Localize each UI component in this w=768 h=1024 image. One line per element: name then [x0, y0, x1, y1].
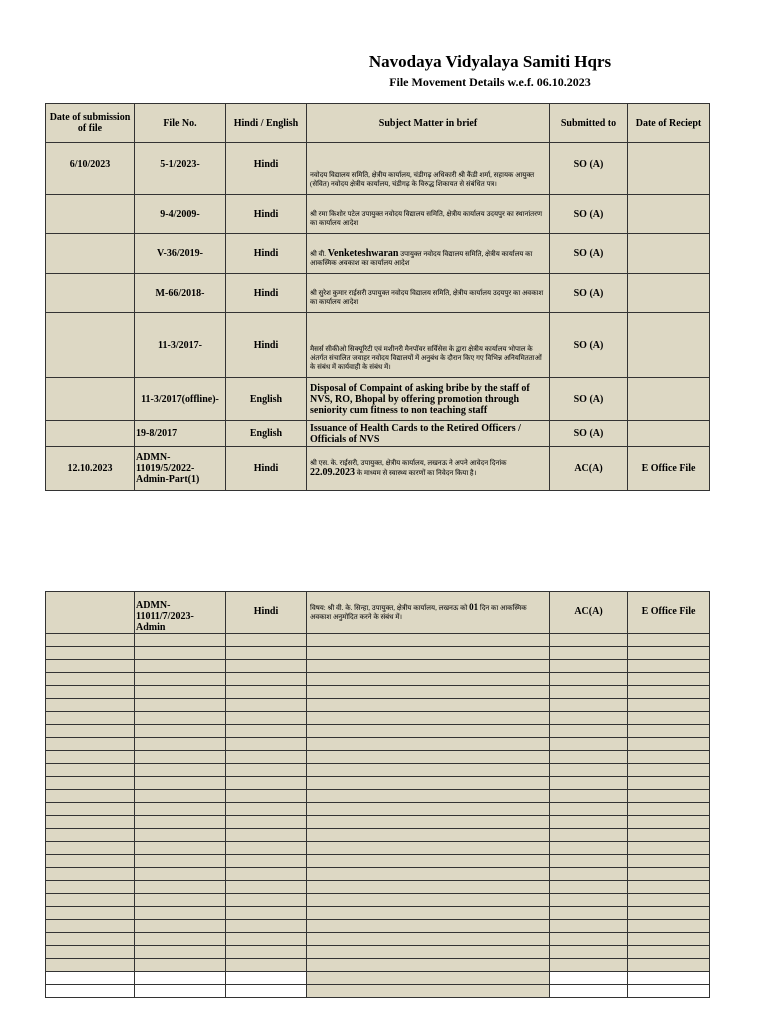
subject-cell: श्री सुरेश कुमार राईसरी उपायुक्त नवोदय विद्यालय समिति, क्षेत्रीय कार्यालय उदयपुर का अवकाश का कार्यालय आदेश [307, 274, 550, 313]
header-submitted-to: Submitted to [550, 104, 628, 143]
table-header-row [46, 104, 710, 143]
file-no-cell: ADMN-11011/7/2023-Admin [135, 592, 226, 634]
table-cell [46, 920, 135, 933]
table-cell [628, 660, 710, 673]
table-row [46, 829, 710, 842]
subject-cell: नवोदय विद्यालय समिति, क्षेत्रीय कार्यालय, चंडीगढ़ अधिकारी श्री कैंडी शर्मा, सहायक आयुक्त (सेवित) नवोदय क्षेत्रीय कार्यालय, चंडीगढ़ के विरुद्ध शिकायत से संबंधित पत्र। [307, 143, 550, 195]
table-cell [628, 803, 710, 816]
table-cell [550, 894, 628, 907]
table-cell [46, 660, 135, 673]
table-cell [226, 959, 307, 972]
language-cell: Hindi [226, 274, 307, 313]
table-cell [135, 634, 226, 647]
table-cell [135, 829, 226, 842]
table-cell [135, 725, 226, 738]
file-movement-table-2 [45, 591, 710, 998]
table-row [46, 842, 710, 855]
table-cell [46, 907, 135, 920]
table-cell [46, 777, 135, 790]
table-cell [46, 855, 135, 868]
table-cell [628, 946, 710, 959]
language-cell: Hindi [226, 143, 307, 195]
table-cell [550, 816, 628, 829]
date-cell [46, 274, 135, 313]
file-no-cell: 11-3/2017- [135, 313, 226, 378]
header-subject: Subject Matter in brief [307, 104, 550, 143]
table-cell [46, 933, 135, 946]
table-cell [628, 829, 710, 842]
table-row [46, 894, 710, 907]
table-cell [307, 842, 550, 855]
table-cell [226, 803, 307, 816]
submitted-to-cell: SO (A) [550, 234, 628, 274]
table-cell [135, 751, 226, 764]
table-row [46, 313, 710, 378]
table-cell [135, 660, 226, 673]
table-cell [307, 959, 550, 972]
table-row [46, 712, 710, 725]
subject-cell: मैसर्स सीकीओ सिक्यूरिटी एवं मशीनरी मैनपॉवर सर्विसेस के द्वारा क्षेत्रीय कार्यालय भोपाल के अंतर्गत संचालित जवाहर नवोदय विद्यालयों में अनुबंध के दौरान किए गए विभिन्न अनियमितताओं के संबंध में कार्यवाही के संबंध में। [307, 313, 550, 378]
submitted-to-cell: AC(A) [550, 447, 628, 491]
table-cell [307, 738, 550, 751]
table-row [46, 195, 710, 234]
receipt-cell: E Office File [628, 447, 710, 491]
language-cell: Hindi [226, 447, 307, 491]
table-row [46, 686, 710, 699]
table-row [46, 816, 710, 829]
subject-text: श्री एस. के. राईसरी, उपायुक्त, क्षेत्रीय कार्यालय, लखनऊ ने अपने आवेदन दिनांक [310, 459, 507, 467]
table-cell [550, 933, 628, 946]
table-cell [550, 764, 628, 777]
table-row [46, 790, 710, 803]
table-cell [135, 881, 226, 894]
file-no-cell: 19-8/2017 [135, 421, 226, 447]
table-cell [628, 712, 710, 725]
page-subtitle: File Movement Details w.e.f. 06.10.2023 [389, 75, 591, 89]
table-cell [135, 959, 226, 972]
subject-cell [307, 447, 550, 491]
table-cell [46, 790, 135, 803]
table-cell [550, 972, 628, 985]
table-cell [226, 751, 307, 764]
file-no-cell: 5-1/2023- [135, 143, 226, 195]
subject-prefix: विषय: श्री वी. के. सिन्हा, उपायुक्त, क्षेत्रीय कार्यालय, लखनऊ को [310, 604, 468, 612]
table-row [46, 751, 710, 764]
table-cell [628, 790, 710, 803]
table-cell [628, 699, 710, 712]
table-cell [226, 699, 307, 712]
language-cell: Hindi [226, 313, 307, 378]
header-language: Hindi / English [226, 104, 307, 143]
table-cell [628, 686, 710, 699]
table-cell [307, 673, 550, 686]
table-cell [46, 738, 135, 751]
table-cell [226, 855, 307, 868]
table-cell [226, 816, 307, 829]
table-cell [307, 933, 550, 946]
table-row [46, 907, 710, 920]
submitted-to-cell: SO (A) [550, 313, 628, 378]
table-cell [135, 738, 226, 751]
submitted-to-cell: AC(A) [550, 592, 628, 634]
table-cell [628, 881, 710, 894]
table-cell [46, 725, 135, 738]
table-cell [135, 894, 226, 907]
subject-date: 22.09.2023 [310, 467, 355, 478]
receipt-cell [628, 274, 710, 313]
table-cell [46, 764, 135, 777]
table-row [46, 959, 710, 972]
subject-suffix: दिन का आकस्मिक अवकाश अनुमोदित करने के संबंध में। [310, 604, 527, 621]
submitted-to-cell: SO (A) [550, 274, 628, 313]
table-cell [307, 816, 550, 829]
table-cell [628, 738, 710, 751]
table-cell [307, 972, 550, 985]
table-cell [307, 686, 550, 699]
table-cell [628, 764, 710, 777]
table-cell [226, 764, 307, 777]
table-cell [46, 751, 135, 764]
table-cell [46, 894, 135, 907]
table-cell [226, 868, 307, 881]
table-row [46, 447, 710, 491]
table-row [46, 378, 710, 421]
table-row [46, 660, 710, 673]
table-cell [226, 673, 307, 686]
table-cell [226, 881, 307, 894]
table-cell [550, 790, 628, 803]
date-cell [46, 313, 135, 378]
header-file-no: File No. [135, 104, 226, 143]
table-row [46, 985, 710, 998]
table-row [46, 647, 710, 660]
table-row [46, 803, 710, 816]
table-cell [628, 972, 710, 985]
date-cell [46, 195, 135, 234]
table-cell [135, 920, 226, 933]
receipt-cell: E Office File [628, 592, 710, 634]
submitted-to-cell: SO (A) [550, 378, 628, 421]
table-cell [135, 712, 226, 725]
table-cell [46, 699, 135, 712]
table-cell [307, 725, 550, 738]
table-cell [550, 920, 628, 933]
table-cell [550, 673, 628, 686]
subject-name: Venketeshwaran [327, 248, 399, 259]
table-cell [550, 777, 628, 790]
table-cell [628, 933, 710, 946]
table-cell [628, 777, 710, 790]
table-cell [628, 920, 710, 933]
table-cell [46, 959, 135, 972]
table-cell [307, 751, 550, 764]
table-cell [135, 764, 226, 777]
table-cell [46, 985, 135, 998]
table-cell [226, 907, 307, 920]
table-cell [226, 712, 307, 725]
table-cell [135, 699, 226, 712]
table-cell [226, 985, 307, 998]
table-cell [307, 803, 550, 816]
table-cell [135, 985, 226, 998]
table-cell [135, 933, 226, 946]
table-cell [226, 933, 307, 946]
table-cell [307, 647, 550, 660]
date-cell [46, 592, 135, 634]
table-row [46, 777, 710, 790]
table-row [46, 764, 710, 777]
table-cell [550, 803, 628, 816]
file-no-cell: V-36/2019- [135, 234, 226, 274]
table-cell [307, 946, 550, 959]
file-no-cell: 9-4/2009- [135, 195, 226, 234]
table-cell [550, 751, 628, 764]
table-cell [135, 686, 226, 699]
language-cell: English [226, 421, 307, 447]
table-cell [628, 855, 710, 868]
subject-cell: Issuance of Health Cards to the Retired Officers / Officials of NVS [307, 421, 550, 447]
date-cell: 12.10.2023 [46, 447, 135, 491]
table-cell [46, 842, 135, 855]
language-cell: English [226, 378, 307, 421]
receipt-cell [628, 234, 710, 274]
table-cell [550, 868, 628, 881]
date-cell [46, 378, 135, 421]
table-cell [307, 790, 550, 803]
table-cell [226, 738, 307, 751]
table-cell [550, 686, 628, 699]
receipt-cell [628, 313, 710, 378]
table-cell [628, 816, 710, 829]
table-row [46, 234, 710, 274]
date-cell [46, 421, 135, 447]
table-cell [307, 777, 550, 790]
subject-days: 01 [469, 602, 479, 612]
table-cell [550, 634, 628, 647]
receipt-cell [628, 421, 710, 447]
table-cell [307, 699, 550, 712]
table-cell [46, 868, 135, 881]
table-cell [307, 907, 550, 920]
table-cell [135, 777, 226, 790]
table-row [46, 920, 710, 933]
receipt-cell [628, 195, 710, 234]
table-row [46, 673, 710, 686]
table-cell [307, 764, 550, 777]
table-cell [550, 907, 628, 920]
table-cell [550, 738, 628, 751]
table-cell [135, 842, 226, 855]
table-row [46, 725, 710, 738]
table-cell [226, 972, 307, 985]
table-row [46, 972, 710, 985]
table-cell [135, 790, 226, 803]
table-cell [628, 751, 710, 764]
table-row [46, 738, 710, 751]
table-cell [226, 777, 307, 790]
table-cell [135, 803, 226, 816]
date-cell: 6/10/2023 [46, 143, 135, 195]
table-row [46, 946, 710, 959]
table-cell [135, 816, 226, 829]
table-cell [550, 881, 628, 894]
table-cell [628, 894, 710, 907]
table-cell [135, 972, 226, 985]
submitted-to-cell: SO (A) [550, 143, 628, 195]
table-cell [135, 647, 226, 660]
table-cell [46, 816, 135, 829]
table-cell [307, 855, 550, 868]
header-date-receipt: Date of Reciept [628, 104, 710, 143]
table-cell [307, 634, 550, 647]
language-cell: Hindi [226, 234, 307, 274]
table-row [46, 881, 710, 894]
table-cell [550, 660, 628, 673]
table-cell [550, 699, 628, 712]
table-cell [226, 725, 307, 738]
table-cell [307, 868, 550, 881]
table-cell [550, 985, 628, 998]
table-cell [550, 842, 628, 855]
table-cell [550, 959, 628, 972]
table-cell [307, 881, 550, 894]
language-cell: Hindi [226, 592, 307, 634]
table-cell [226, 842, 307, 855]
table-cell [550, 946, 628, 959]
subject-prefix: श्री वी. [310, 250, 326, 258]
table-cell [46, 881, 135, 894]
table-cell [307, 894, 550, 907]
table-cell [628, 868, 710, 881]
subject-suffix: के माध्यम से स्वास्थ्य कारणों का निवेदन किया है। [355, 469, 477, 477]
table-cell [226, 920, 307, 933]
table-cell [628, 985, 710, 998]
table-cell [46, 686, 135, 699]
subject-cell: श्री रमा किशोर पटेल उपायुक्त नवोदय विद्यालय समिति, क्षेत्रीय कार्यालय उदयपुर का स्थानांतरण का कार्यालय आदेश [307, 195, 550, 234]
table-cell [226, 790, 307, 803]
table-cell [628, 959, 710, 972]
table-row [46, 868, 710, 881]
table-cell [307, 985, 550, 998]
table-cell [628, 842, 710, 855]
table-cell [628, 907, 710, 920]
table-cell [226, 647, 307, 660]
table-cell [135, 946, 226, 959]
table-cell [46, 647, 135, 660]
table-cell [135, 855, 226, 868]
header-date: Date of submission of file [46, 104, 135, 143]
submitted-to-cell: SO (A) [550, 421, 628, 447]
table-row [46, 855, 710, 868]
table-cell [628, 673, 710, 686]
date-cell [46, 234, 135, 274]
table-cell [226, 894, 307, 907]
table-cell [550, 855, 628, 868]
subject-cell [307, 592, 550, 634]
table-cell [628, 647, 710, 660]
table-cell [307, 660, 550, 673]
table-cell [135, 673, 226, 686]
table-cell [226, 634, 307, 647]
table-cell [550, 647, 628, 660]
table-cell [226, 660, 307, 673]
table-cell [46, 972, 135, 985]
table-row [46, 699, 710, 712]
table-cell [46, 946, 135, 959]
table-cell [550, 725, 628, 738]
table-cell [46, 829, 135, 842]
table-row [46, 634, 710, 647]
table-row [46, 274, 710, 313]
subject-cell: Disposal of Compaint of asking bribe by the staff of NVS, RO, Bhopal by offering promotion through seniority cum fitness to non teaching staff [307, 378, 550, 421]
table-cell [226, 686, 307, 699]
table-row [46, 421, 710, 447]
table-cell [307, 712, 550, 725]
table-cell [550, 829, 628, 842]
table-row [46, 592, 710, 634]
file-movement-table [45, 103, 710, 491]
table-cell [628, 725, 710, 738]
subject-cell [307, 234, 550, 274]
table-cell [135, 868, 226, 881]
table-cell [307, 829, 550, 842]
table-cell [226, 829, 307, 842]
table-cell [226, 946, 307, 959]
table-cell [46, 803, 135, 816]
subject-suffix: उपायुक्त नवोदय विद्यालय समिति, क्षेत्रीय कार्यालय का आकस्मिक अवकाश का कार्यालय आदेश [310, 250, 533, 267]
table-cell [628, 634, 710, 647]
table-cell [46, 673, 135, 686]
file-no-cell: ADMN-11019/5/2022-Admin-Part(1) [135, 447, 226, 491]
table-cell [46, 634, 135, 647]
table-cell [307, 920, 550, 933]
table-cell [135, 907, 226, 920]
file-no-cell: 11-3/2017(offline)- [135, 378, 226, 421]
page-title: Navodaya Vidyalaya Samiti Hqrs [368, 52, 612, 71]
submitted-to-cell: SO (A) [550, 195, 628, 234]
language-cell: Hindi [226, 195, 307, 234]
receipt-cell [628, 143, 710, 195]
table-row [46, 143, 710, 195]
table-cell [550, 712, 628, 725]
table-row [46, 933, 710, 946]
file-no-cell: M-66/2018- [135, 274, 226, 313]
table-cell [46, 712, 135, 725]
receipt-cell [628, 378, 710, 421]
